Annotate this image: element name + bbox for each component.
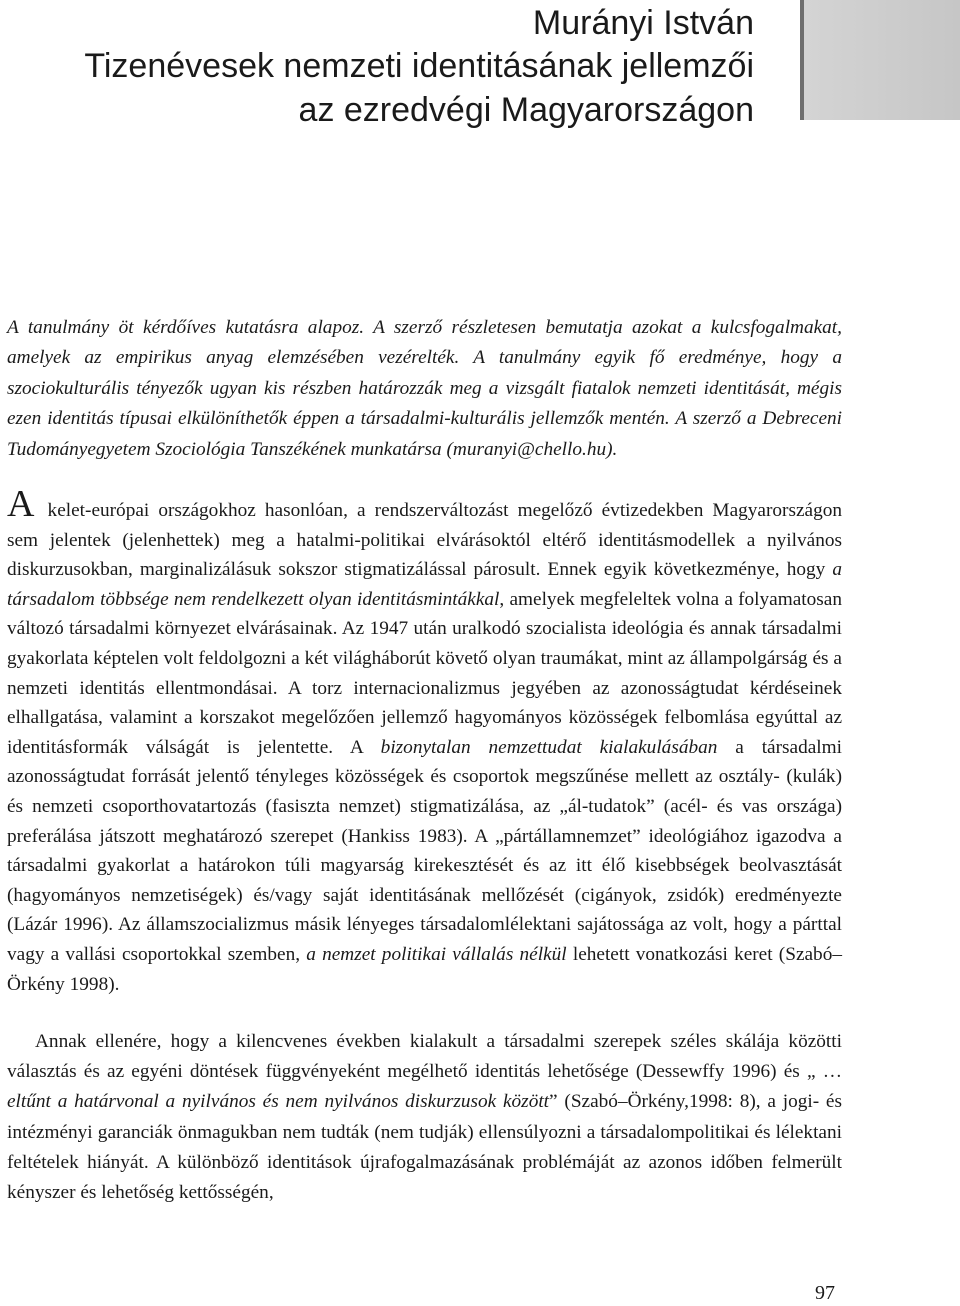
paragraph-1-emphasis-3: a nemzet politikai vállalás nélkül [306, 943, 567, 965]
body-paragraph-2 [7, 1027, 842, 1208]
article-header [84, 2, 754, 132]
article-title-line-2: az ezredvégi Magyarországon [298, 91, 754, 129]
paragraph-1-text-4: lehetett vonatkozási keret (Szabó–Örkény 1998). [7, 943, 842, 995]
paragraph-1-emphasis-2: bizonytalan nemzettudat kialakulásában [380, 736, 718, 758]
article-title-line-1: Tizenévesek nemzeti identitásának jellemzői [84, 47, 754, 85]
paragraph-1-text-1: kelet-európai országokhoz hasonlóan, a rendszerváltozást megelőző évtizedekben Magyarországon sem jelentek (jelenhettek) meg a hatalmi-politikai elvárásoktól eltérő identitásmodellek a nyilvános diskurzusokban, marginalizálásuk sokszor stigmatizálással párosult. Ennek egyik következménye, hogy [7, 500, 842, 581]
paragraph-1-text-3: a társadalmi azonosságtudat forrását jelentő tényleges közösségek és csoportok megszűnése mellett az osztály- (kulák) és nemzeti csoporthovatartozás (fasiszta nemzet) stigmatizálása, az „ál-tudatok” (acél- és vas országa) preferálása játszott meghatározó szerepet (Hankiss 1983). A „pártállamnemzet” ideológiához igazodva a társadalmi gyakorlat a határokon túli magyarság kirekesztését és az itt élő kisebbségek beolvasztását (hagyományos nemzetiségek) és/vagy saját identitásának mellőzését (cigányok, zsidók) eredményezte (Lázár 1996). Az államszocializmus másik lényeges társadalomlélektani sajátossága az volt, hogy a párttal vagy a vallási csoportokkal szemben, [7, 736, 842, 965]
paragraph-2-emphasis-1: eltűnt a határvonal a nyilvános és nem nyilvános diskurzusok között [7, 1091, 550, 1113]
author-name: Murányi István [532, 4, 754, 42]
paragraph-2-text-1: Annak ellenére, hogy a kilencvenes években kialakult a társadalmi szerepek széles skálája közötti választás és az egyéni döntések függvényeként megélhető identitás lehetősége (Dessewffy 1996) és „ … [7, 1031, 842, 1083]
page-number: 97 [815, 1282, 835, 1304]
paragraph-1-emphasis-1: a társadalom többsége nem rendelkezett olyan identitásmintákkal [7, 559, 842, 610]
drop-cap: A [7, 483, 35, 525]
paragraph-1-text-2: , amelyek megfeleltek volna a folyamatosan változó társadalmi környezet elvárásainak. Az 1947 után uralkodó szocialista ideológia és annak társadalmi gyakorlata képtelen volt feldolgozni a két világháborút követő olyan traumákat, mint az állampolgárság és a nemzeti identitás ellentmondásai. A torz internacionalizmus jegyében az azonosságtudat kérdéseinek elhallgatása, valamint a korszakot megelőzően jellemző hagyományos közösségek felbomlása egyúttal az identitásformák válságát is jelentette. A [7, 588, 842, 758]
body-paragraph-1 [7, 483, 842, 999]
paragraph-2-text-2: ” (Szabó–Örkény,1998: 8), a jogi- és intézményi garanciák önmagukban nem tudták (nem tudják) ellensúlyozni a társadalompolitikai és lélektani feltételek hiányát. A különböző identitások újrafogalmazásának problémáját az azonos időben felmerült kényszer és lehetőség kettősségén, [7, 1091, 842, 1204]
decorative-gray-bar [800, 0, 960, 120]
abstract: A tanulmány öt kérdőíves kutatásra alapoz. A szerző részletesen bemutatja azokat a kulcsfogalmakat, amelyek az empirikus anyag elemzésében vezérelték. A tanulmány egyik fő eredménye, hogy a szociokulturális tényezők ugyan kis részben határozzák meg a vizsgált fiatalok nemzeti identitását, mégis ezen identitás típusai elkülöníthetők éppen a társadalmi-kulturális jellemzők mentén. A szerző a Debreceni Tudományegyetem Szociológia Tanszékének munkatársa (muranyi@chello.hu). [7, 317, 842, 460]
